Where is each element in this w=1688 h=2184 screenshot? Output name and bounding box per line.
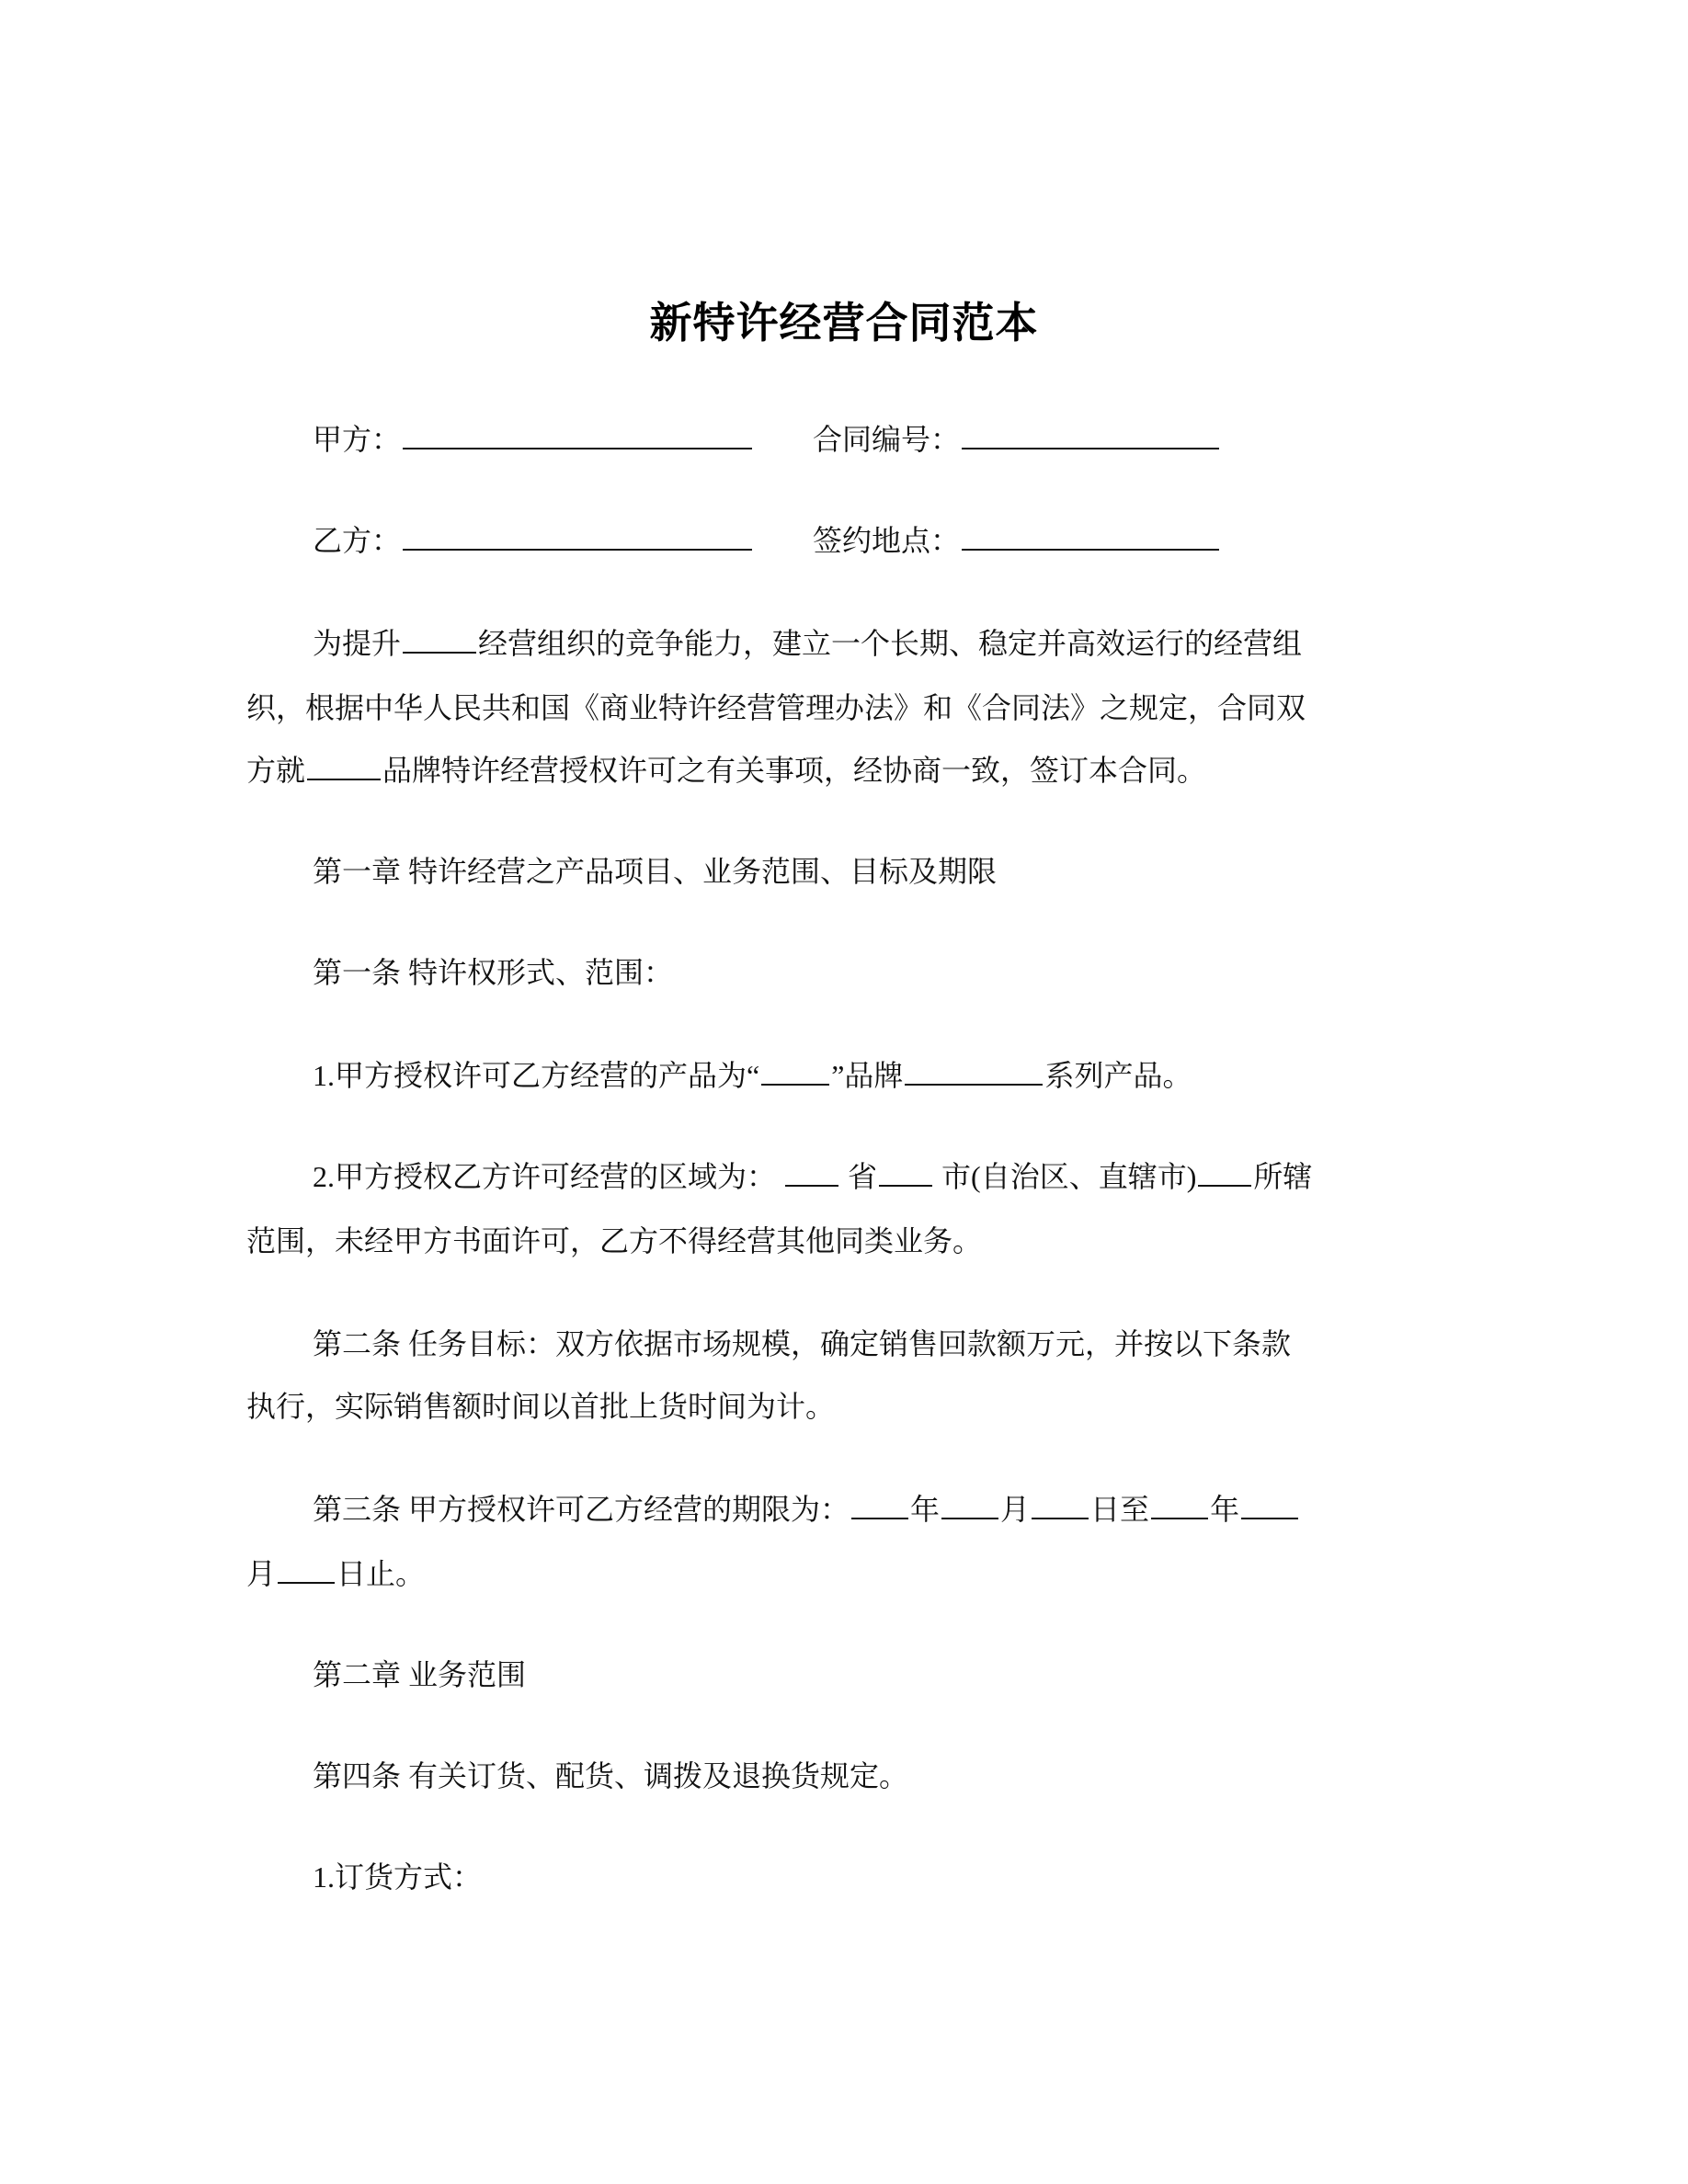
product-series-blank[interactable]: [905, 1056, 1043, 1086]
chapter-1-heading: 第一章 特许经营之产品项目、业务范围、目标及期限: [313, 855, 998, 888]
contract-no-label: 合同编号：: [813, 423, 961, 456]
item-text: 系列产品。: [1044, 1059, 1192, 1092]
item-text: 所辖: [1253, 1160, 1313, 1193]
article-text: 日止。: [336, 1557, 426, 1590]
party-a-field[interactable]: [403, 420, 752, 449]
org-name-blank[interactable]: [403, 624, 476, 654]
preamble-line-3: [246, 750, 1206, 791]
party-b-row: [313, 520, 754, 561]
signing-place-field[interactable]: [962, 521, 1219, 551]
party-a-label: 甲方：: [313, 423, 402, 456]
item-text: 省: [848, 1160, 878, 1193]
article-1-heading: 第一条 特许权形式、范围：: [313, 956, 674, 989]
signing-place-label: 签约地点：: [813, 524, 961, 557]
start-year-blank[interactable]: [851, 1490, 908, 1519]
article-text: 年: [910, 1493, 941, 1526]
article-3-line-2: [246, 1553, 425, 1594]
contract-no-field[interactable]: [962, 420, 1219, 449]
signing-place-row: [813, 520, 1221, 561]
article-1-item-1: [313, 1055, 1192, 1096]
preamble-line-2: 织，根据中华人民共和国《商业特许经营管理办法》和《合同法》之规定，合同双: [246, 691, 1306, 724]
article-text: 月: [246, 1557, 277, 1590]
article-2-line-1: 第二条 任务目标：双方依据市场规模，确定销售回款额万元，并按以下条款: [313, 1327, 1292, 1360]
party-b-label: 乙方：: [313, 524, 402, 557]
article-text: 第三条 甲方授权许可乙方经营的期限为：: [313, 1493, 850, 1526]
article-1-item-2: [313, 1156, 1312, 1197]
start-day-blank[interactable]: [1032, 1490, 1089, 1519]
contract-no-row: [813, 419, 1221, 460]
item-text: 2.甲方授权乙方许可经营的区域为：: [313, 1160, 777, 1193]
end-day-blank[interactable]: [278, 1554, 335, 1584]
preamble-text: 方就: [246, 754, 306, 787]
article-3-line-1: [313, 1489, 1300, 1530]
preamble-text: 经营组织的竞争能力，建立一个长期、稳定并高效运行的经营组: [478, 627, 1303, 660]
item-text: 1.甲方授权许可乙方经营的产品为“: [313, 1059, 760, 1092]
preamble-text: 为提升: [313, 627, 402, 660]
chapter-2-heading: 第二章 业务范围: [313, 1658, 527, 1691]
preamble-line-1: [313, 623, 1302, 664]
article-2-line-2: 执行，实际销售额时间以首批上货时间为计。: [246, 1390, 836, 1423]
item-text: 市(自治区、直辖市): [941, 1160, 1197, 1193]
product-brand-blank[interactable]: [761, 1056, 829, 1086]
item-text: ”品牌: [831, 1059, 904, 1092]
party-b-field[interactable]: [403, 521, 752, 551]
article-1-item-2-line-2: 范围，未经甲方书面许可，乙方不得经营其他同类业务。: [246, 1224, 983, 1257]
start-month-blank[interactable]: [941, 1490, 998, 1519]
city-blank[interactable]: [879, 1157, 932, 1187]
brand-blank[interactable]: [307, 751, 381, 780]
end-year-blank[interactable]: [1151, 1490, 1208, 1519]
article-4-item-1: 1.订货方式：: [313, 1860, 483, 1894]
party-a-row: [313, 419, 754, 460]
district-blank[interactable]: [1198, 1157, 1251, 1187]
document-title: 新特许经营合同范本: [649, 300, 1039, 347]
article-text: 年: [1210, 1493, 1240, 1526]
article-text: 日至: [1090, 1493, 1150, 1526]
article-4-heading: 第四条 有关订货、配货、调拨及退换货规定。: [313, 1759, 909, 1792]
province-blank[interactable]: [785, 1157, 838, 1187]
article-text: 月: [1000, 1493, 1031, 1526]
preamble-text: 品牌特许经营授权许可之有关事项，经协商一致，签订本合同。: [382, 754, 1207, 787]
end-month-blank-part[interactable]: [1241, 1490, 1298, 1519]
